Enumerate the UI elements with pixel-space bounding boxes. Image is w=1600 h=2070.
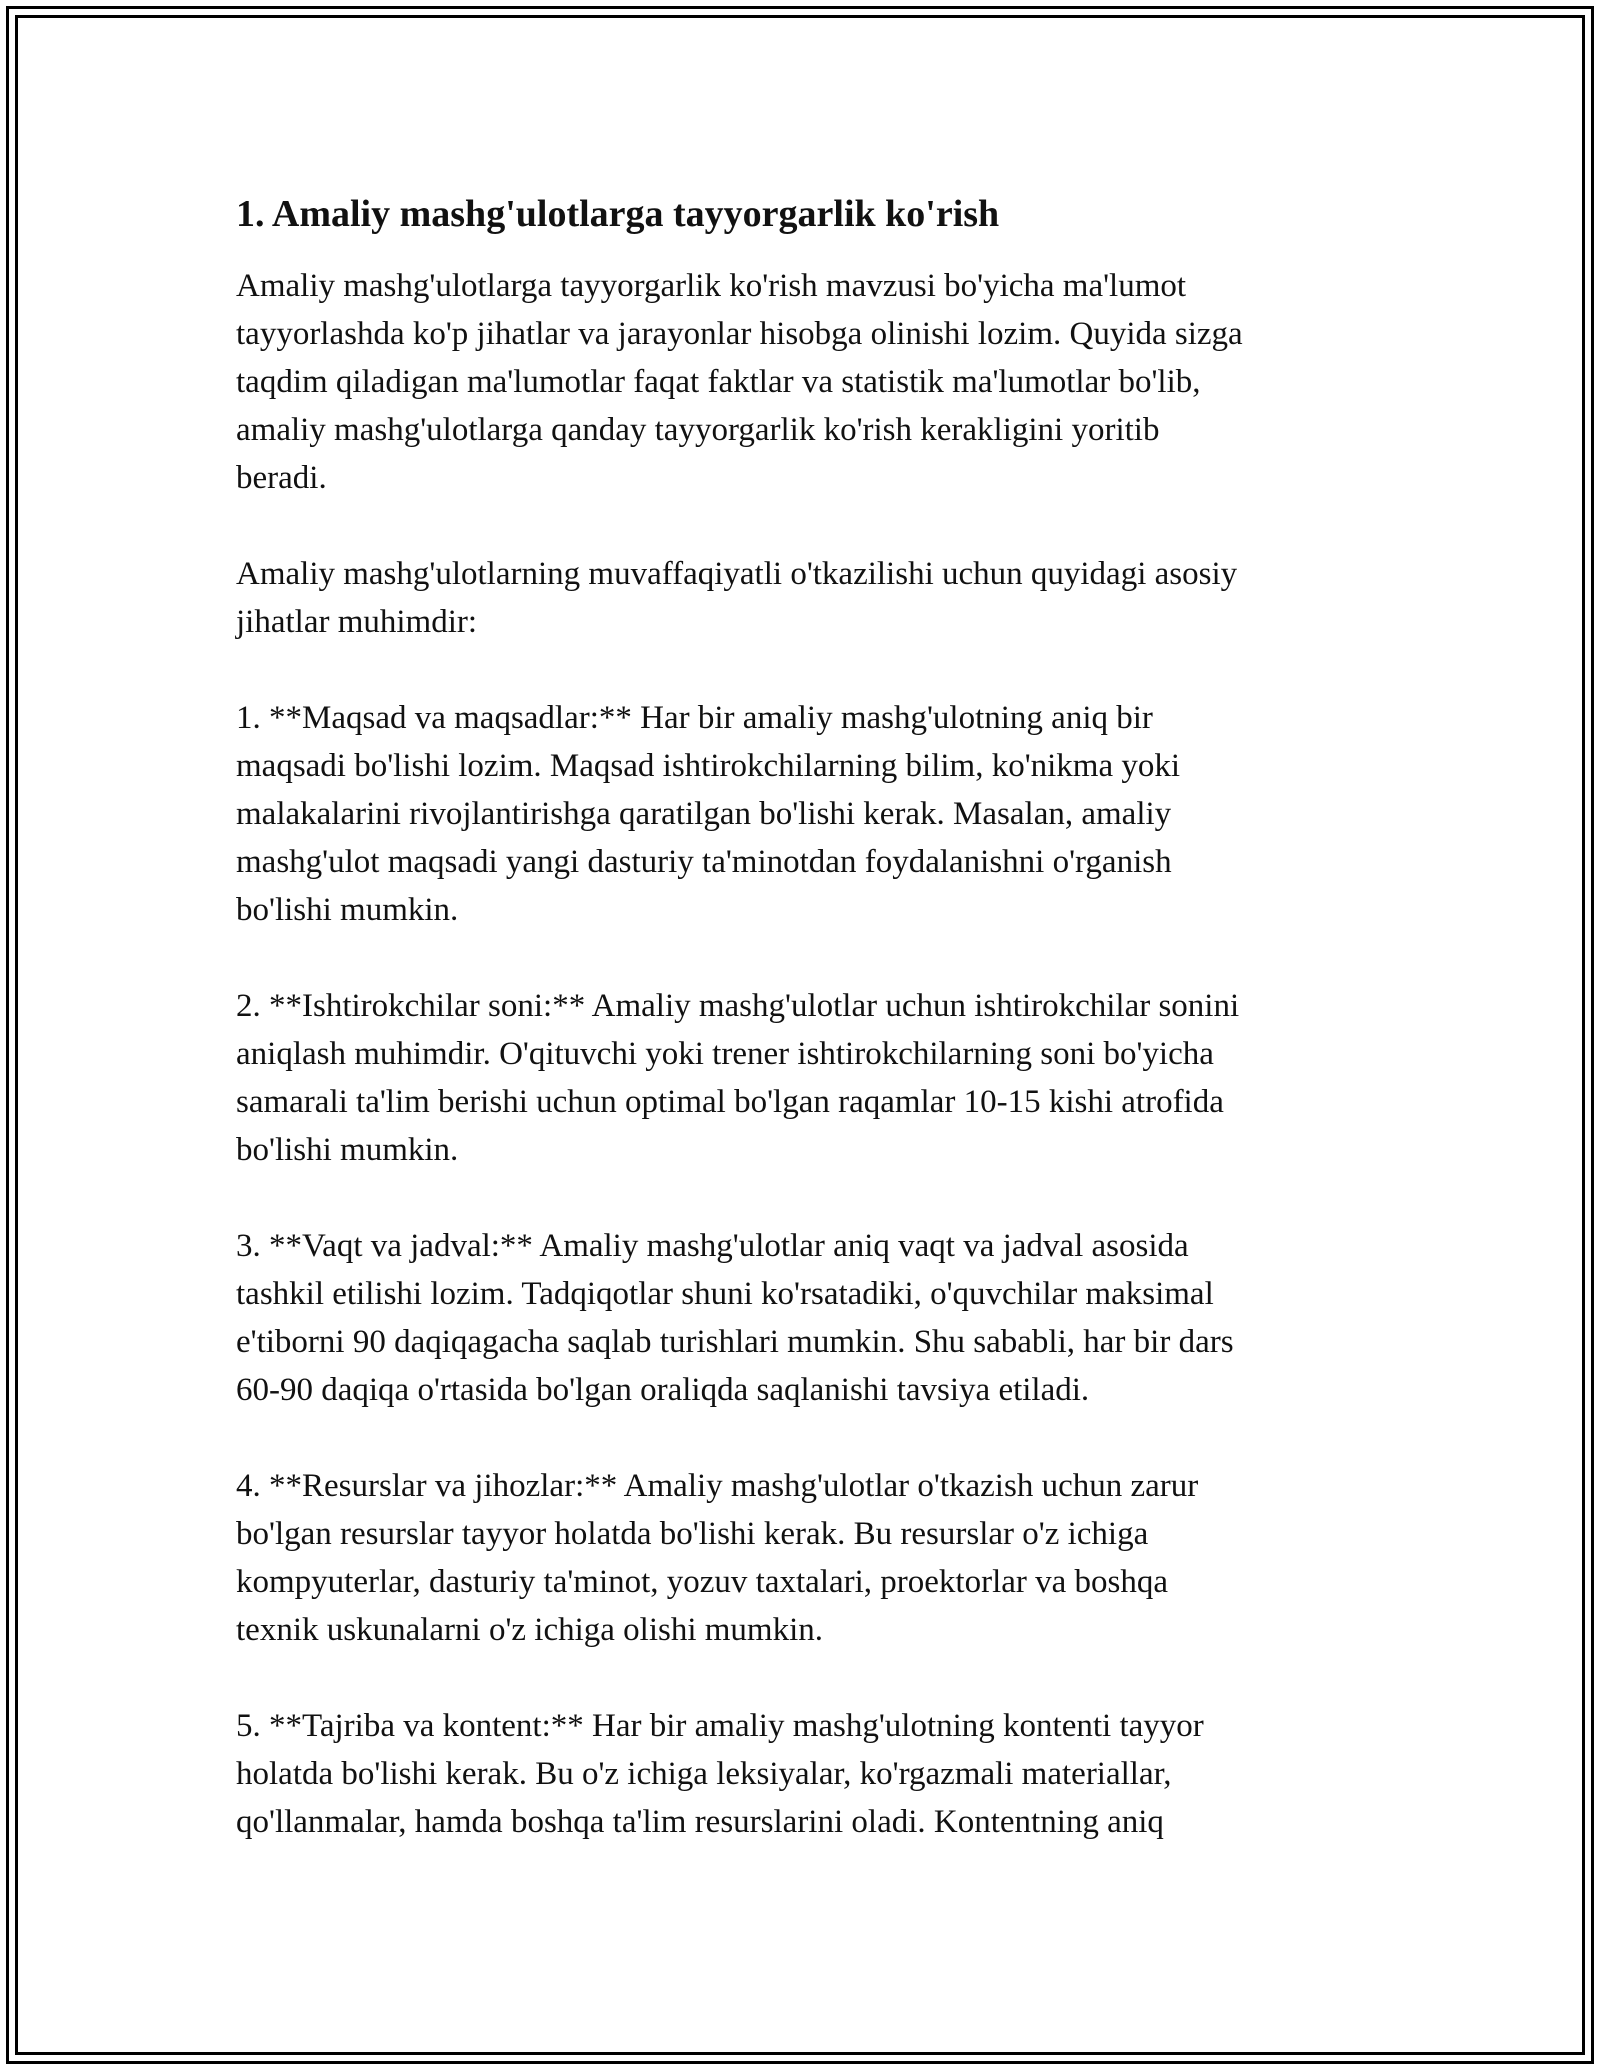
text-line: maqsadi bo'lishi lozim. Maqsad ishtirokchilarning bilim, ko'nikma yoki <box>236 748 1181 784</box>
text-line: beradi. <box>236 460 327 496</box>
paragraph-intro <box>236 262 1366 502</box>
text-line: 1. **Maqsad va maqsadlar:** Har bir amaliy mashg'ulotning aniq bir <box>236 700 1153 736</box>
text-line: Amaliy mashg'ulotlarning muvaffaqiyatli o'tkazilishi uchun quyidagi asosiy <box>236 556 1238 592</box>
paragraph-key-aspects <box>236 550 1366 646</box>
text-line: kompyuterlar, dasturiy ta'minot, yozuv taxtalari, proektorlar va boshqa <box>236 1564 1169 1600</box>
text-line: bo'lishi mumkin. <box>236 892 459 928</box>
list-item-goals <box>236 694 1366 934</box>
list-item-content <box>236 1702 1366 1846</box>
document-body <box>236 188 1366 1894</box>
text-line: 5. **Tajriba va kontent:** Har bir amaliy mashg'ulotning kontenti tayyor <box>236 1708 1204 1744</box>
text-line: texnik uskunalarni o'z ichiga olishi mumkin. <box>236 1612 824 1648</box>
list-item-resources <box>236 1462 1366 1654</box>
text-line: bo'lishi mumkin. <box>236 1132 459 1168</box>
list-item-time-schedule <box>236 1222 1366 1414</box>
text-line: tashkil etilishi lozim. Tadqiqotlar shuni ko'rsatadiki, o'quvchilar maksimal <box>236 1276 1214 1312</box>
text-line: qo'llanmalar, hamda boshqa ta'lim resurslarini oladi. Kontentning aniq <box>236 1804 1164 1840</box>
text-line: holatda bo'lishi kerak. Bu o'z ichiga leksiyalar, ko'rgazmali materiallar, <box>236 1756 1172 1792</box>
text-line: samarali ta'lim berishi uchun optimal bo'lgan raqamlar 10-15 kishi atrofida <box>236 1084 1224 1120</box>
text-line: malakalarini rivojlantirishga qaratilgan bo'lishi kerak. Masalan, amaliy <box>236 796 1172 832</box>
text-line: amaliy mashg'ulotlarga qanday tayyorgarlik ko'rish kerakligini yoritib <box>236 412 1160 448</box>
section-heading: 1. Amaliy mashg'ulotlarga tayyorgarlik ko'rish <box>236 193 1000 235</box>
text-line: tayyorlashda ko'p jihatlar va jarayonlar hisobga olinishi lozim. Quyida sizga <box>236 316 1243 352</box>
text-line: 60-90 daqiqa o'rtasida bo'lgan oraliqda saqlanishi tavsiya etiladi. <box>236 1372 1090 1408</box>
text-line: taqdim qiladigan ma'lumotlar faqat faktlar va statistik ma'lumotlar bo'lib, <box>236 364 1201 400</box>
text-line: bo'lgan resurslar tayyor holatda bo'lishi kerak. Bu resurslar o'z ichiga <box>236 1516 1149 1552</box>
text-line: 4. **Resurslar va jihozlar:** Amaliy mashg'ulotlar o'tkazish uchun zarur <box>236 1468 1199 1504</box>
text-line: jihatlar muhimdir: <box>236 604 478 640</box>
text-line: e'tiborni 90 daqiqagacha saqlab turishlari mumkin. Shu sababli, har bir dars <box>236 1324 1234 1360</box>
text-line: 3. **Vaqt va jadval:** Amaliy mashg'ulotlar aniq vaqt va jadval asosida <box>236 1228 1189 1264</box>
text-line: 2. **Ishtirokchilar soni:** Amaliy mashg'ulotlar uchun ishtirokchilar sonini <box>236 988 1240 1024</box>
text-line: aniqlash muhimdir. O'qituvchi yoki trener ishtirokchilarning soni bo'yicha <box>236 1036 1214 1072</box>
text-line: Amaliy mashg'ulotlarga tayyorgarlik ko'rish mavzusi bo'yicha ma'lumot <box>236 268 1187 304</box>
list-item-participants <box>236 982 1366 1174</box>
text-line: mashg'ulot maqsadi yangi dasturiy ta'minotdan foydalanishni o'rganish <box>236 844 1172 880</box>
